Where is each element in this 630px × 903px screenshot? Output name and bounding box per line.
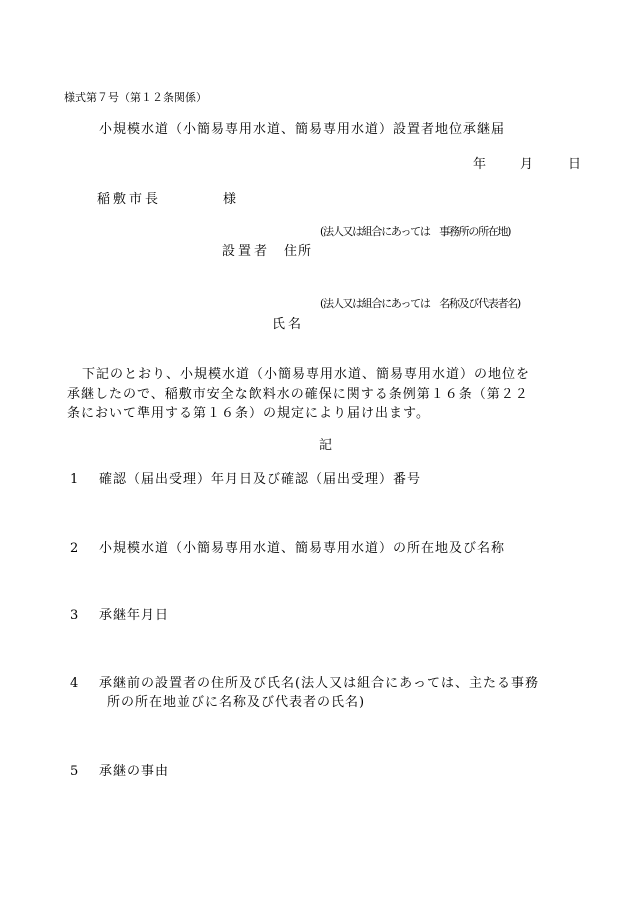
address-label: 住所	[284, 244, 313, 259]
item-2-number: 2	[70, 541, 79, 556]
date-day: 日	[568, 157, 582, 172]
document-title: 小規模水道（小簡易専用水道、簡易専用水道）設置者地位承継届	[99, 122, 506, 137]
applicant-label: 設置者	[222, 244, 271, 259]
addressee-name: 稲敷市長	[97, 192, 162, 207]
ki-heading: 記	[319, 438, 333, 453]
item-5-text: 承継の事由	[99, 764, 170, 779]
body-line-3: 条において準用する第１６条）の規定により届け出ます。	[67, 406, 430, 421]
item-3-text: 承継年月日	[99, 608, 170, 623]
addressee-honorific: 様	[223, 192, 237, 207]
item-1-number: 1	[70, 472, 79, 487]
body-line-1: 下記のとおり、小規模水道（小簡易専用水道、簡易専用水道）の地位を	[82, 367, 531, 382]
item-4-number: 4	[70, 676, 79, 691]
address-note: (法人又は組合にあっては 事務所の所在地)	[320, 225, 511, 238]
item-4-text: 承継前の設置者の住所及び氏名(法人又は組合にあっては、主たる事務	[99, 676, 539, 691]
item-5-number: 5	[70, 764, 79, 779]
name-label: 氏名	[272, 317, 305, 332]
item-2-text: 小規模水道（小簡易専用水道、簡易専用水道）の所在地及び名称	[99, 541, 506, 556]
form-number: 様式第７号（第１２条関係）	[64, 91, 207, 104]
date-month: 月	[520, 157, 534, 172]
item-1-text: 確認（届出受理）年月日及び確認（届出受理）番号	[99, 472, 422, 487]
date-year: 年	[473, 157, 487, 172]
name-note: (法人又は組合にあっては 名称及び代表者名)	[320, 297, 520, 310]
body-line-2: 承継したので、稲敷市安全な飲料水の確保に関する条例第１６条（第２２	[67, 387, 529, 402]
item-3-number: 3	[70, 608, 79, 623]
item-4-text-continued: 所の所在地並びに名称及び代表者の氏名)	[107, 695, 366, 710]
